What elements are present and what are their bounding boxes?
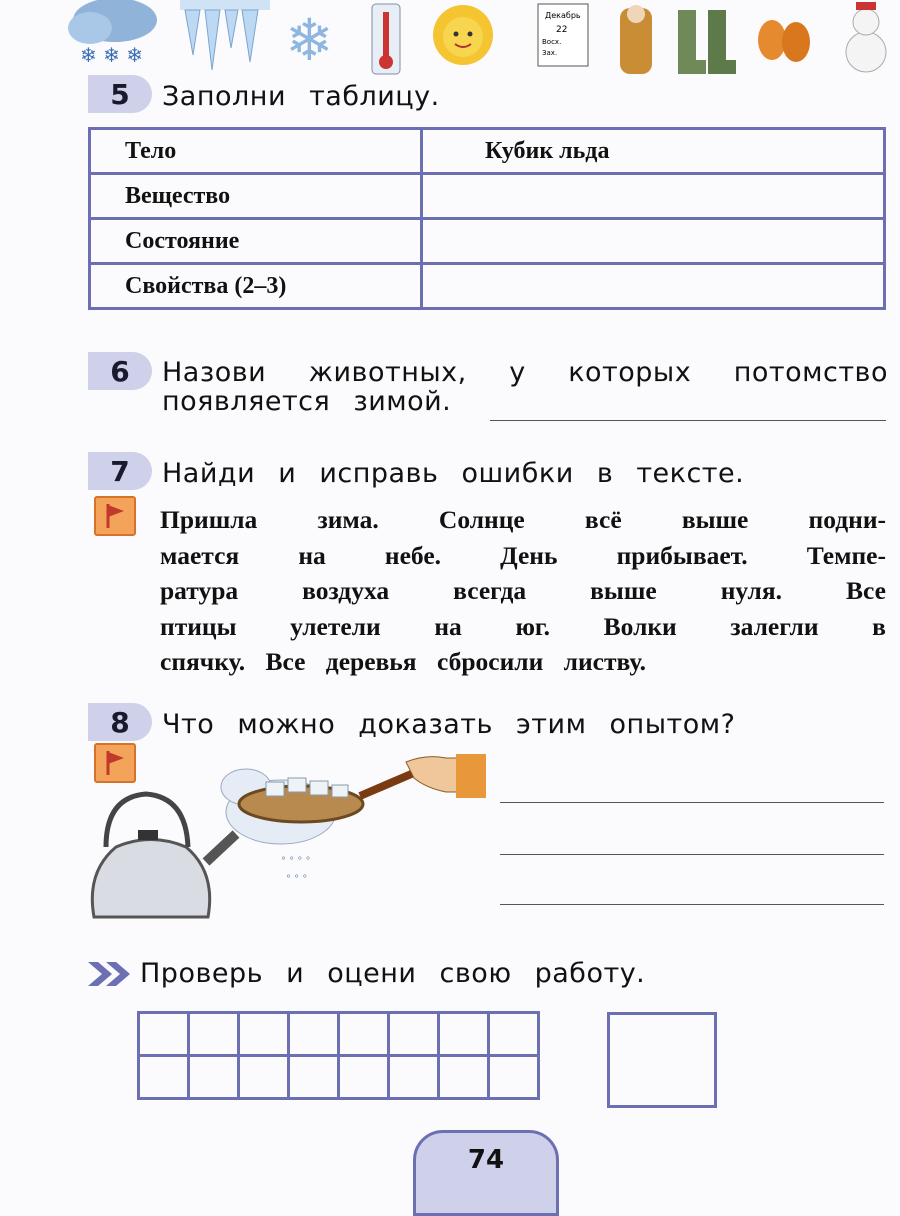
icicles-icon — [180, 0, 270, 70]
page-number-tab — [413, 1130, 559, 1216]
score-cell[interactable] — [389, 1056, 439, 1099]
score-cell[interactable] — [189, 1013, 239, 1056]
task-prompt: Заполни таблицу. — [162, 81, 440, 112]
svg-text:22: 22 — [556, 25, 568, 35]
paragraph-line: птицы улетели на юг. Волки залегли в — [160, 611, 886, 641]
svg-text:° ° ° °: ° ° ° ° — [281, 856, 311, 867]
snowflake-icon — [285, 6, 334, 74]
flag-icon — [94, 496, 136, 536]
task-prompt: Найди и исправь ошибки в тексте. — [162, 458, 745, 489]
score-cell[interactable] — [289, 1013, 339, 1056]
score-cell[interactable] — [189, 1056, 239, 1099]
task-number-badge — [88, 703, 152, 741]
text-with-errors — [160, 502, 886, 680]
score-grid[interactable] — [137, 1011, 540, 1100]
svg-text:❄ ❄ ❄: ❄ ❄ ❄ — [80, 43, 143, 67]
answer-line[interactable] — [500, 854, 884, 855]
row-label: Свойства (2–3) — [90, 264, 422, 309]
kettle-icon — [92, 794, 236, 917]
winter-banner — [0, 0, 900, 82]
experiment-illustration — [76, 752, 486, 932]
score-cell[interactable] — [339, 1013, 389, 1056]
hand-icon — [406, 754, 486, 798]
task-number: 7 — [110, 454, 130, 488]
table-row — [139, 1056, 539, 1099]
task-prompt-line: Назови животных, у которых потомство — [162, 357, 888, 388]
row-label: Тело — [90, 129, 422, 174]
score-cell[interactable] — [289, 1056, 339, 1099]
task-number-badge — [88, 75, 152, 113]
svg-text:Декабрь: Декабрь — [545, 11, 581, 20]
answer-cell[interactable] — [422, 219, 885, 264]
score-cell[interactable] — [139, 1013, 189, 1056]
grade-box[interactable] — [607, 1012, 717, 1108]
page-number: 74 — [467, 1145, 505, 1175]
row-label: Вещество — [90, 174, 422, 219]
score-cell[interactable] — [139, 1056, 189, 1099]
calendar-icon — [538, 4, 588, 66]
mittens-icon — [758, 20, 810, 62]
answer-line[interactable] — [500, 904, 884, 905]
answer-line[interactable] — [490, 420, 886, 421]
answer-line[interactable] — [500, 802, 884, 803]
paragraph-line: спячку. Все деревья сбросили листву. — [160, 647, 646, 676]
check-arrow-icon — [86, 960, 134, 988]
snow-cloud-icon — [68, 0, 157, 67]
task-prompt: Что можно доказать этим опытом? — [162, 709, 736, 740]
check-prompt: Проверь и оцени свою работу. — [140, 958, 646, 989]
paragraph-line: Пришла зима. Солнце всё выше подни- — [160, 505, 886, 534]
paragraph-line: мается на небе. День прибывает. Темпе- — [160, 540, 886, 570]
felt-boots-icon — [678, 10, 736, 74]
sun-icon — [433, 5, 493, 65]
score-cell[interactable] — [389, 1013, 439, 1056]
answer-cell[interactable] — [422, 264, 885, 309]
score-cell[interactable] — [439, 1056, 489, 1099]
properties-table — [88, 127, 886, 310]
svg-text:° ° °: ° ° ° — [286, 874, 308, 885]
paragraph-line: ратура воздуха всегда выше нуля. Все — [160, 576, 886, 605]
table-row — [90, 174, 885, 219]
svg-text:❄: ❄ — [285, 6, 334, 74]
table-row — [90, 219, 885, 264]
row-value: Кубик льда — [422, 129, 885, 174]
old-man-winter-icon — [620, 5, 652, 74]
score-cell[interactable] — [239, 1056, 289, 1099]
task-prompt-line: появляется зимой. — [162, 386, 452, 417]
row-label: Состояние — [90, 219, 422, 264]
svg-text:Восх.: Восх. — [542, 38, 562, 46]
svg-text:Зах.: Зах. — [542, 49, 558, 57]
score-cell[interactable] — [239, 1013, 289, 1056]
table-row — [90, 264, 885, 309]
task-prompt — [162, 357, 888, 417]
score-cell[interactable] — [339, 1056, 389, 1099]
task-number: 8 — [110, 705, 130, 739]
score-cell[interactable] — [439, 1013, 489, 1056]
task-number-badge — [88, 452, 152, 490]
score-cell[interactable] — [489, 1056, 539, 1099]
task-number: 5 — [110, 77, 130, 111]
table-row — [139, 1013, 539, 1056]
task-number-badge — [88, 352, 152, 390]
answer-cell[interactable] — [422, 174, 885, 219]
table-row — [90, 129, 885, 174]
thermometer-icon — [372, 4, 400, 74]
score-cell[interactable] — [489, 1013, 539, 1056]
snowman-icon — [846, 2, 886, 72]
task-number: 6 — [110, 354, 130, 388]
